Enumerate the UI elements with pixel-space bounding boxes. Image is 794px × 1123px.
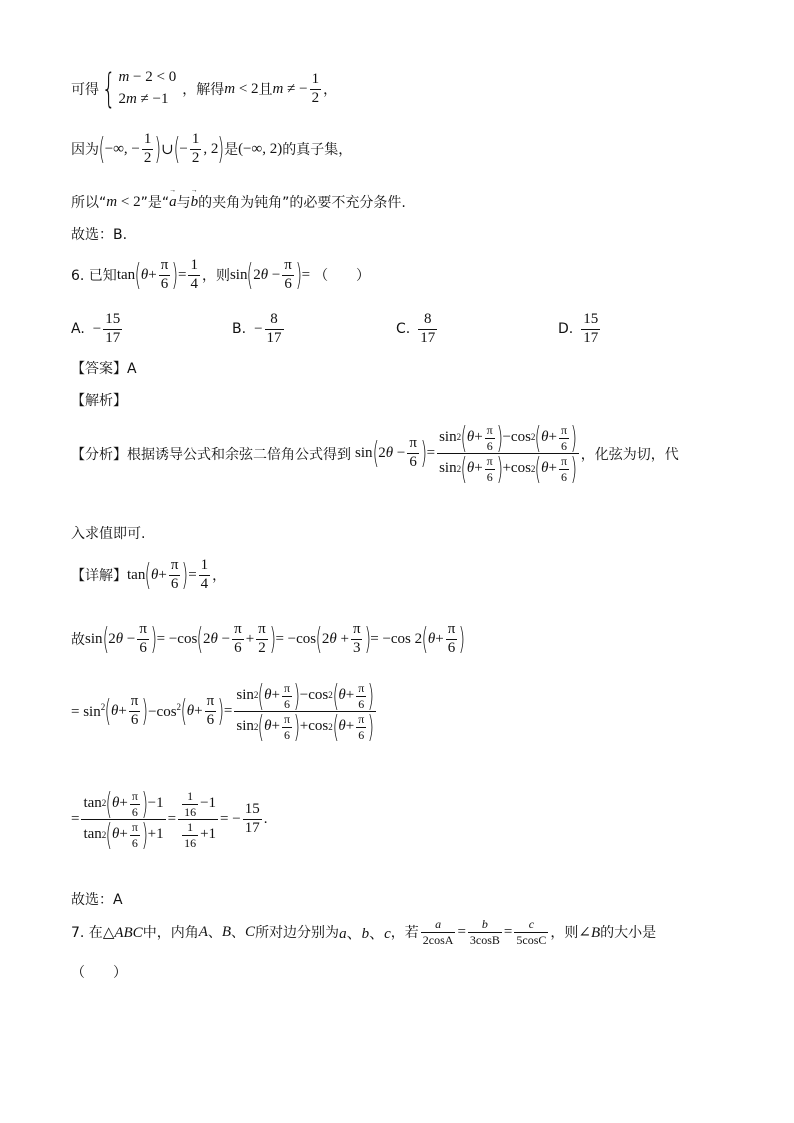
text: 【分析】根据诱导公式和余弦二倍角公式得到 bbox=[71, 446, 351, 463]
text: 可得 bbox=[71, 82, 99, 98]
answer-label bbox=[71, 358, 137, 378]
text: ， bbox=[212, 568, 227, 585]
text: ， bbox=[323, 82, 338, 98]
text: ，解得 bbox=[182, 82, 225, 98]
text: （ ） bbox=[71, 965, 127, 981]
text: 【解析】 bbox=[71, 393, 127, 409]
text: B. bbox=[232, 321, 247, 338]
analysis-label bbox=[71, 390, 127, 410]
option-b: B. − $\frac{8}{17}$ bbox=[232, 311, 282, 346]
answer-a bbox=[71, 889, 123, 909]
question-7-paren bbox=[71, 962, 127, 982]
step-1: 故 sin ( 2θ − $\frac{\pi}{6}$ ) = −cos ( 2θ − $\frac{\pi}{6}$ + $\frac{\pi}{2}$ ) = −cos ( 2θ + $\frac{\pi}{3}$ ) = −cos 2 ( θ + $\frac{\pi}{6}$ ) bbox=[71, 621, 466, 657]
text: 与 bbox=[176, 195, 191, 211]
step-2: = $\sin^2$ ( θ + $\frac{\pi}{6}$ ) $-\cos^2$ ( θ + $\frac{\pi}{6}$ ) = sin 2 ( θ + $\frac{\pi}{6}$ ) −cos 2 ( θ + $\frac{\pi}{6}$ ) sin 2 ( θ + $\frac{\pi}{6}$ ) +cos 2 ( θ + $\frac{\pi}{6}$ ) bbox=[71, 678, 375, 745]
text: 、 bbox=[207, 925, 222, 942]
text: 故选：B. bbox=[71, 227, 128, 243]
text: C. bbox=[396, 321, 411, 338]
text: 入求值即可. bbox=[71, 526, 146, 542]
text: 且 bbox=[258, 82, 273, 98]
text: ，则 bbox=[550, 925, 579, 942]
text: ”是“ bbox=[140, 195, 170, 211]
option-d: D. $\frac{15}{17}$ bbox=[558, 311, 599, 346]
analysis-line-2 bbox=[71, 523, 145, 543]
text: 【答案】A bbox=[71, 361, 137, 377]
text: D. bbox=[558, 321, 574, 338]
text: 故选：A bbox=[71, 892, 123, 908]
detail-line: 【详解】 tan ( θ + $\frac{\pi}{6}$ ) = $\frac{1}{4}$ ， bbox=[71, 557, 227, 593]
text: 故 bbox=[71, 632, 85, 649]
text: 6. 已知 bbox=[71, 268, 117, 285]
question-6: 6. 已知 tan ( θ + $\frac{\pi}{6}$ ) = $\frac{1}{4}$ ，则 sin ( 2θ − $\frac{\pi}{6}$ ) = （ ） bbox=[71, 257, 371, 293]
line-system: 可得 { m − 2 < 0 2m ≠ −1 ，解得 m < 2 且 m ≠ − $\frac{1}{2}$ ， bbox=[71, 66, 338, 112]
text: 所以“ bbox=[71, 195, 107, 211]
text: 中，内角 bbox=[142, 925, 199, 942]
line-conclusion: 所以“ m < 2 ”是“ → a 与 → b 的夹角为钝角”的必要不充分条件. bbox=[71, 192, 406, 212]
step-3: = tan 2 ( θ + $\frac{\pi}{6}$ ) −1 tan 2 ( θ + $\frac{\pi}{6}$ ) +1 = $\frac{1}{16}$ −1 $\frac{1}{16}$ +1 = − $\frac{15}{17}$ . bbox=[71, 786, 268, 853]
question-7: 7. 在 △ABC 中，内角 A 、 B 、 C 所对边分别为 a、b、c ，若 $\frac{a}{2\cos A}$ = $\frac{b}{3\cos B}$ = $\frac{c}{5\cos C}$ ，则 ∠B 的大小是 bbox=[71, 917, 657, 947]
option-a: A. − $\frac{15}{17}$ bbox=[71, 311, 121, 346]
brace: { bbox=[101, 66, 116, 112]
text: 、 bbox=[231, 925, 246, 942]
text: 的夹角为钝角”的必要不充分条件. bbox=[198, 195, 406, 211]
text: ，则 bbox=[201, 268, 230, 285]
option-c: C. $\frac{8}{17}$ bbox=[396, 311, 436, 346]
text: ，化弦为切，代 bbox=[580, 446, 679, 463]
line-interval: 因为 ( −∞, − $\frac{1}{2}$ ) ∪ ( − $\frac{1}{2}$ , 2 ) 是 (−∞, 2) 的真子集， bbox=[71, 131, 353, 167]
text: 的真子集， bbox=[282, 142, 353, 159]
text: （ ） bbox=[314, 268, 371, 285]
text: 的大小是 bbox=[600, 925, 657, 942]
text: 【详解】 bbox=[71, 568, 127, 585]
text: A. bbox=[71, 321, 85, 338]
text: ，若 bbox=[390, 925, 419, 942]
text: 是 bbox=[224, 142, 239, 159]
text: 7. 在 bbox=[71, 925, 103, 942]
text: 所对边分别为 bbox=[255, 925, 340, 942]
text: 因为 bbox=[71, 142, 99, 159]
system: m − 2 < 0 2m ≠ −1 bbox=[118, 69, 177, 107]
line-answer-b bbox=[71, 224, 127, 244]
analysis-line: 【分析】根据诱导公式和余弦二倍角公式得到 sin ( 2θ − $\frac{\pi}{6}$ ) = sin 2 ( θ + $\frac{\pi}{6}$ ) −cos 2 ( θ + $\frac{\pi}{6}$ ) sin 2 ( θ + $\frac{\pi}{6}$ ) +cos 2 ( θ + $\frac{\pi}{6}$ ) ，化弦为切，代 bbox=[71, 420, 679, 487]
